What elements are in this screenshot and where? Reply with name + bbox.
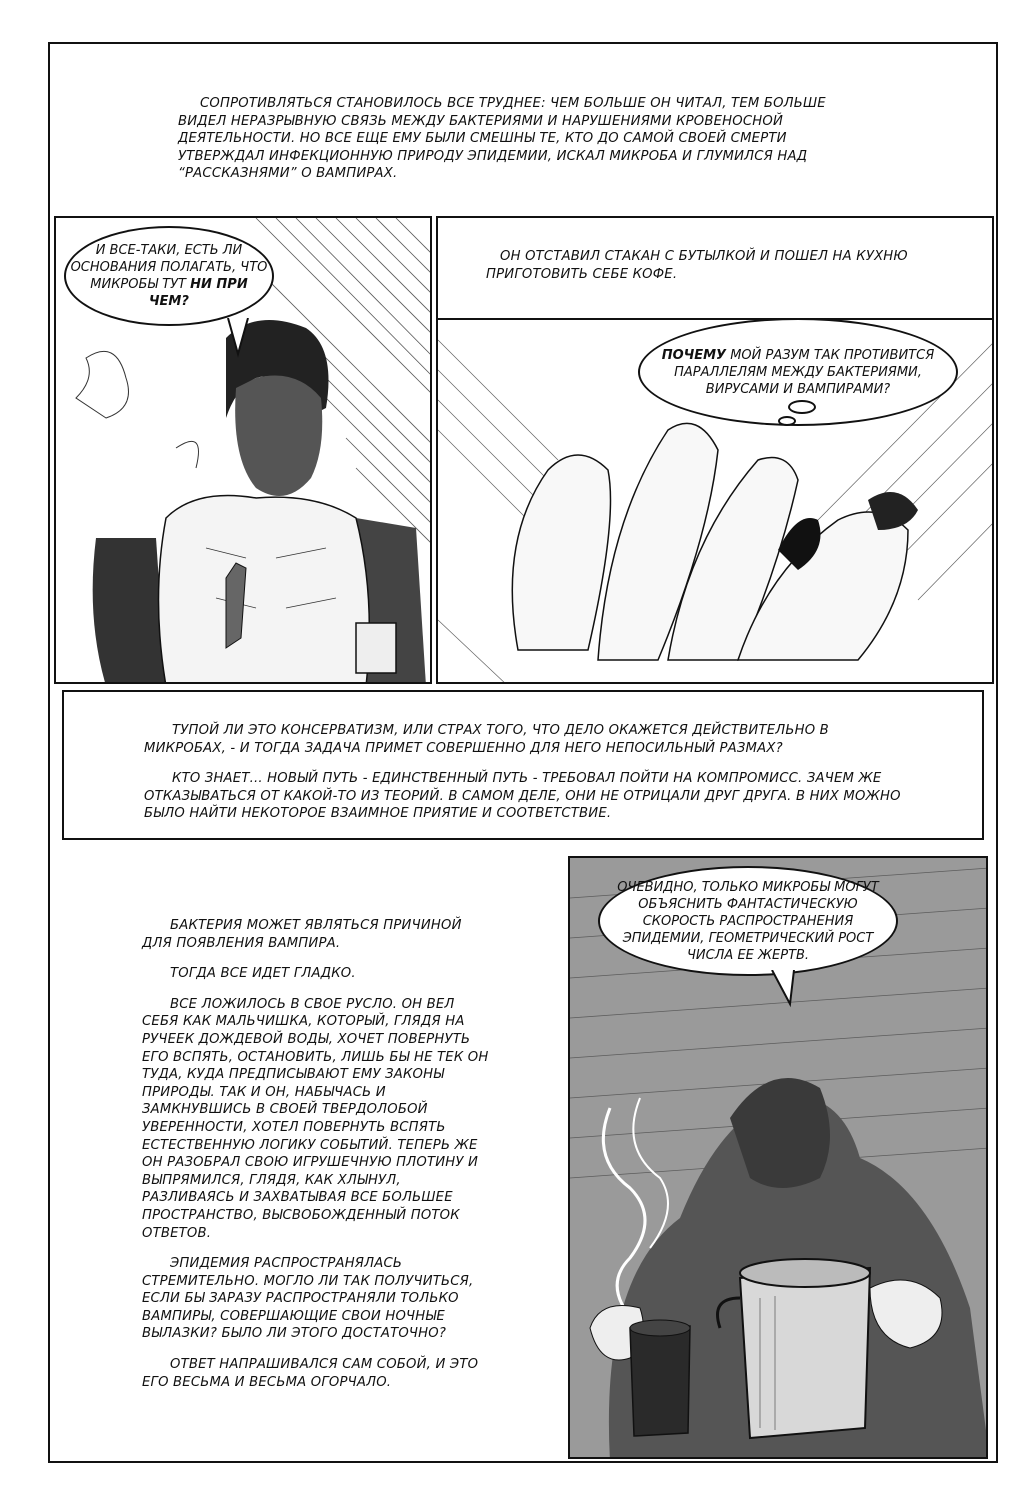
bottom-caption-p2: ТОГДА ВСЕ ИДЕТ ГЛАДКО. [170,966,356,982]
bubble-emphasis-1: НИ ПРИ [190,277,248,292]
middle-caption-p2: КТО ЗНАЕТ... НОВЫЙ ПУТЬ - ЕДИНСТВЕННЫЙ ПУТЬ - ТРЕБОВАЛ ПОЙТИ НА КОМПРОМИСС. ЗАЧЕМ ЖЕ ОТКАЗЫВАТЬСЯ ОТ КАКОЙ-ТО ИЗ ТЕОРИЙ. В САМОМ ДЕЛЕ, ОНИ НЕ ОТРИЦАЛИ ДРУГ ДРУГА. В НИХ МОЖНО БЫЛО НАЙТИ НЕКОТОРОЕ ВЗАИМНОЕ ПРИЯТИЕ И СООТВЕТСТВИЕ. [144,771,901,822]
bubble-line-1: И ВСЕ-ТАКИ, ЕСТЬ ЛИ [95,243,243,258]
bottom-caption-p5: ОТВЕТ НАПРАШИВАЛСЯ САМ СОБОЙ, И ЭТО ЕГО ВЕСЬМА И ВЕСЬМА ОГОРЧАЛО. [142,1357,479,1390]
speech-bubble-explain [598,866,898,976]
middle-caption [144,722,904,836]
panel-man-with-bottle [54,216,432,684]
middle-caption-p1: ТУПОЙ ЛИ ЭТО КОНСЕРВАТИЗМ, ИЛИ СТРАХ ТОГО, ЧТО ДЕЛО ОКАЖЕТСЯ ДЕЙСТВИТЕЛЬНО В МИКРОБАХ, - И ТОГДА ЗАДАЧА ПРИМЕТ СОВЕРШЕННО ДЛЯ НЕГО НЕПОСИЛЬНЫЙ РАЗМАХ? [144,723,829,756]
panel-hand [436,216,994,684]
middle-caption-panel [62,690,984,840]
thought-emphasis: ПОЧЕМУ [661,347,727,363]
bubble-line-2: ОСНОВАНИЯ ПОЛАГАТЬ, ЧТО [70,260,268,275]
bubble-tail [226,318,266,358]
thought-text: МОЙ РАЗУМ ТАК ПРОТИВИТСЯ ПАРАЛЛЕЛЯМ МЕЖДУ БАКТЕРИЯМИ, ВИРУСАМИ И ВАМПИРАМИ? [674,347,935,397]
speech-bubble-microbes [64,226,274,326]
explain-bubble-text: ОЧЕВИДНО, ТОЛЬКО МИКРОБЫ МОГУТ ОБЪЯСНИТЬ ФАНТАСТИЧЕСКУЮ СКОРОСТЬ РАСПРОСТРАНЕНИЯ ЭПИДЕМИИ, ГЕОМЕТРИЧЕСКИЙ РОСТ ЧИСЛА ЕЕ ЖЕРТВ. [617,879,879,963]
kitchen-caption [486,248,926,296]
top-caption [178,95,868,196]
bubble-emphasis-2: ЧЕМ? [149,294,189,309]
kitchen-caption-text: ОН ОТСТАВИЛ СТАКАН С БУТЫЛКОЙ И ПОШЕЛ НА КУХНЮ ПРИГОТОВИТЬ СЕБЕ КОФЕ. [486,249,908,282]
bottom-caption-p3: ВСЕ ЛОЖИЛОСЬ В СВОЕ РУСЛО. ОН ВЕЛ СЕБЯ КАК МАЛЬЧИШКА, КОТОРЫЙ, ГЛЯДЯ НА РУЧЕЕК ДОЖДЕВОЙ ВОДЫ, ХОЧЕТ ПОВЕРНУТЬ ЕГО ВСПЯТЬ, ОСТАНОВИТЬ, ЛИШЬ БЫ НЕ ТЕК ОН ТУДА, КУДА ПРЕДПИСЫВАЮТ ЕМУ ЗАКОНЫ ПРИРОДЫ. ТАК И ОН, НАБЫЧАСЬ И ЗАМКНУВШИСЬ В СВОЕЙ ТВЕРДОЛОБОЙ УВЕРЕННОСТИ, ХОТЕЛ ПОВЕРНУТЬ ВСПЯТЬ ЕСТЕСТВЕННУЮ ЛОГИКУ СОБЫТИЙ. ТЕПЕРЬ ЖЕ ОН РАЗОБРАЛ СВОЮ ИГРУШЕЧНУЮ ПЛОТИНУ И ВЫПРЯМИЛСЯ, ГЛЯДЯ, КАК ХЛЫНУЛ, РАЗЛИВАЯСЬ И ЗАХВАТЫВАЯ ВСЕ БОЛЬШЕЕ ПРОСТРАНСТВО, ВЫСВОБОЖДЕННЫЙ ПОТОК ОТВЕТОВ. [142,996,489,1241]
bubble-tail-2 [770,970,810,1010]
thought-dot-2 [778,416,796,426]
bubble-line-3: МИКРОБЫ ТУТ [90,277,186,292]
bottom-caption-p1: БАКТЕРИЯ МОЖЕТ ЯВЛЯТЬСЯ ПРИЧИНОЙ ДЛЯ ПОЯВЛЕНИЯ ВАМПИРА. [142,918,462,951]
thought-dot-1 [788,400,816,414]
panel-man-with-coffee [568,856,988,1459]
bottom-caption-p4: ЭПИДЕМИЯ РАСПРОСТРАНЯЛАСЬ СТРЕМИТЕЛЬНО. МОГЛО ЛИ ТАК ПОЛУЧИТЬСЯ, ЕСЛИ БЫ ЗАРАЗУ РАСПРОСТРАНЯЛИ ТОЛЬКО ВАМПИРЫ, СОВЕРШАЮЩИЕ СВОИ НОЧНЫЕ ВЫЛАЗКИ? БЫЛО ЛИ ЭТОГО ДОСТАТОЧНО? [142,1256,474,1342]
bottom-caption [142,917,490,1404]
top-caption-text: СОПРОТИВЛЯТЬСЯ СТАНОВИЛОСЬ ВСЕ ТРУДНЕЕ: ЧЕМ БОЛЬШЕ ОН ЧИТАЛ, ТЕМ БОЛЬШЕ ВИДЕЛ НЕРАЗРЫВНУЮ СВЯЗЬ МЕЖДУ БАКТЕРИЯМИ И НАРУШЕНИЯМИ КРОВЕНОСНОЙ ДЕЯТЕЛЬНОСТИ. НО ВСЕ ЕЩЕ ЕМУ БЫЛИ СМЕШНЫ ТЕ, КТО ДО САМОЙ СВОЕЙ СМЕРТИ УТВЕРЖДАЛ ИНФЕКЦИОННУЮ ПРИРОДУ ЭПИДЕМИИ, ИСКАЛ МИКРОБА И ГЛУМИЛСЯ НАД “РАССКАЗНЯМИ” О ВАМПИРАХ. [178,96,826,182]
